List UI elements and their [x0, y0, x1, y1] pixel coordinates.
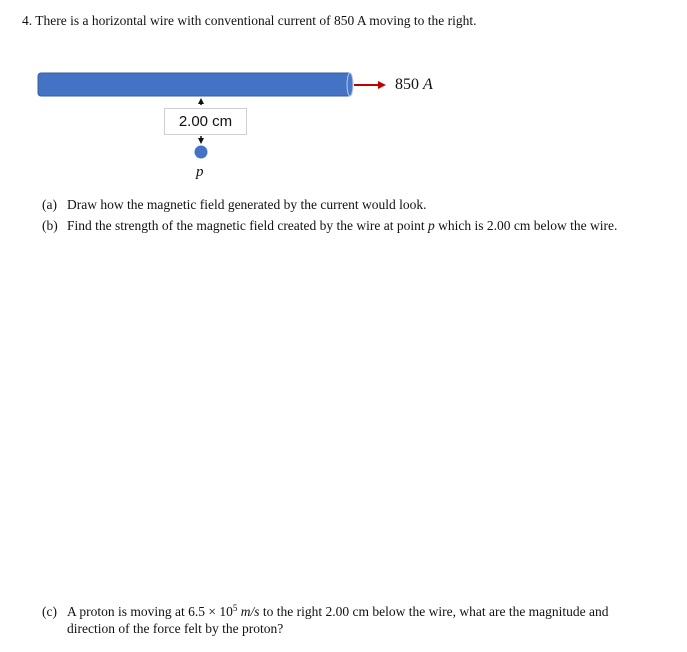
wire-end-cap: [347, 73, 353, 96]
part-c: [42, 603, 672, 637]
distance-arrow-down: [198, 138, 204, 144]
part-a-label: (a): [42, 197, 57, 212]
question-number: 4.: [22, 13, 33, 28]
current-arrow-head: [378, 81, 386, 89]
wire: [38, 73, 351, 96]
part-c-unit: m/s: [240, 604, 260, 619]
point-p-dot: [195, 146, 208, 159]
part-c-exponent: 5: [232, 603, 238, 613]
current-value: 850: [395, 76, 419, 93]
point-label: p: [196, 164, 204, 180]
current-label: [395, 76, 433, 94]
part-b-label: (b): [42, 218, 58, 233]
question-stem-text: There is a horizontal wire with conventional current of 850 A moving to the right.: [35, 13, 477, 28]
part-c-text-3: direction of the force felt by the proton?: [67, 621, 284, 636]
part-a-text: Draw how the magnetic field generated by the current would look.: [67, 197, 427, 212]
wire-figure: [0, 0, 687, 200]
part-c-label: (c): [42, 604, 57, 619]
current-unit: A: [423, 76, 433, 93]
part-b: [42, 217, 617, 234]
part-c-text-2: to the right 2.00 cm below the wire, what are the magnitude and: [262, 604, 609, 619]
part-b-text-2: which is 2.00 cm below the wire.: [438, 218, 618, 233]
part-c-text-1: A proton is moving at 6.5 × 10: [67, 604, 233, 619]
part-b-text-1: Find the strength of the magnetic field created by the wire at point: [67, 218, 425, 233]
part-b-var: p: [428, 218, 435, 233]
part-a: [42, 196, 427, 213]
distance-label: 2.00 cm: [164, 108, 247, 135]
